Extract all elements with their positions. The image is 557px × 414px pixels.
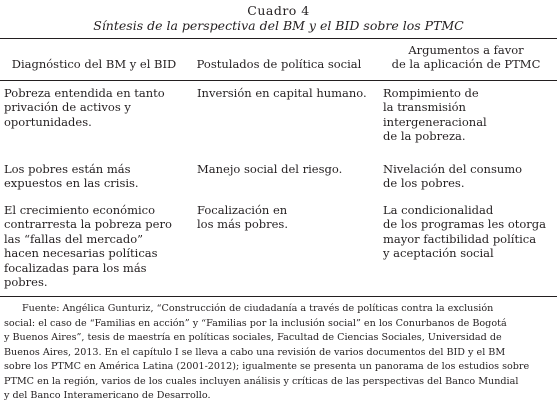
- table-cell-argumentos-3: [383, 203, 553, 261]
- header-argumentos-line: Argumentos a favor: [408, 43, 524, 57]
- cell-line: oportunidades.: [4, 114, 92, 129]
- cell-line: Manejo social del riesgo.: [197, 162, 343, 176]
- cell-line: Pobreza entendida en tanto: [4, 86, 165, 100]
- cell-line: la transmisión: [383, 100, 466, 115]
- table-cell-diagnostico-2: [4, 162, 184, 191]
- cell-line: de la pobreza.: [383, 129, 466, 144]
- source-note-line: sobre los PTMC en América Latina (2001-2012); igualmente se presenta un panorama de los estudios sobre: [4, 361, 530, 372]
- cell-line: contrarresta la pobreza pero: [4, 217, 172, 232]
- cell-line: pobres.: [4, 275, 48, 290]
- cell-line: Los pobres están más: [4, 162, 131, 176]
- cell-line: las “fallas del mercado”: [4, 231, 144, 246]
- table-bottom-rule: [0, 296, 557, 297]
- cell-line: privación de activos y: [4, 100, 131, 115]
- table-cell-postulados-1: [197, 86, 372, 100]
- cell-line: mayor factibilidad política: [383, 231, 537, 246]
- cell-line: El crecimiento económico: [4, 203, 156, 217]
- table-cell-diagnostico-3: [4, 203, 184, 289]
- source-note-line: y Buenos Aires”, tesis de maestría en políticas sociales, Facultad de Ciencias Sociales, Universidad de: [4, 332, 502, 343]
- cell-line: de los pobres.: [383, 176, 465, 191]
- table-header-rule: [0, 80, 557, 81]
- table-cell-diagnostico-1: [4, 86, 184, 129]
- table-cell-postulados-2: [197, 162, 372, 176]
- cell-line: de los programas les otorga: [383, 217, 547, 232]
- table-caption-label: Cuadro 4: [247, 3, 310, 18]
- cell-line: Rompimiento de: [383, 86, 479, 100]
- header-argumentos-line: de la aplicación de PTMC: [391, 57, 541, 71]
- cell-line: intergeneracional: [383, 114, 487, 129]
- source-note-line: Buenos Aires, 2013. En el capítulo I se lleva a cabo una revisión de varios documentos del BID y el BM: [4, 346, 506, 358]
- cell-line: Inversión en capital humano.: [197, 86, 367, 100]
- table-cell-argumentos-1: [383, 86, 553, 144]
- cell-line: los más pobres.: [197, 217, 288, 232]
- cell-line: Nivelación del consumo: [383, 162, 523, 176]
- header-argumentos: [380, 43, 552, 71]
- source-note-line: y del Banco Interamericano de Desarrollo.: [4, 390, 211, 401]
- cell-line: La condicionalidad: [383, 203, 494, 217]
- cell-line: focalizadas para los más: [4, 260, 147, 275]
- table-caption-title: Síntesis de la perspectiva del BM y el BID sobre los PTMC: [93, 18, 464, 33]
- source-note-line: Fuente: Angélica Gunturiz, “Construcción de ciudadanía a través de políticas contra la exclusión: [22, 303, 494, 314]
- header-diagnostico: Diagnóstico del BM y el BID: [11, 57, 177, 71]
- header-postulados: Postulados de política social: [196, 57, 362, 71]
- cell-line: hacen necesarias políticas: [4, 246, 158, 261]
- cell-line: Focalización en: [197, 203, 288, 217]
- table-top-rule: [0, 38, 557, 39]
- table-cell-postulados-3: [197, 203, 372, 232]
- source-note: [4, 302, 554, 404]
- cell-line: y aceptación social: [383, 246, 494, 261]
- source-note-line: PTMC en la región, varios de los cuales incluyen análisis y críticas de las perspectivas del Banco Mundial: [4, 375, 519, 387]
- cell-line: expuestos en las crisis.: [4, 176, 139, 191]
- source-note-line: social: el caso de “Familias en acción” y “Familias por la inclusión social” en los Conurbanos de Bogotá: [4, 317, 507, 329]
- table-cell-argumentos-2: [383, 162, 553, 191]
